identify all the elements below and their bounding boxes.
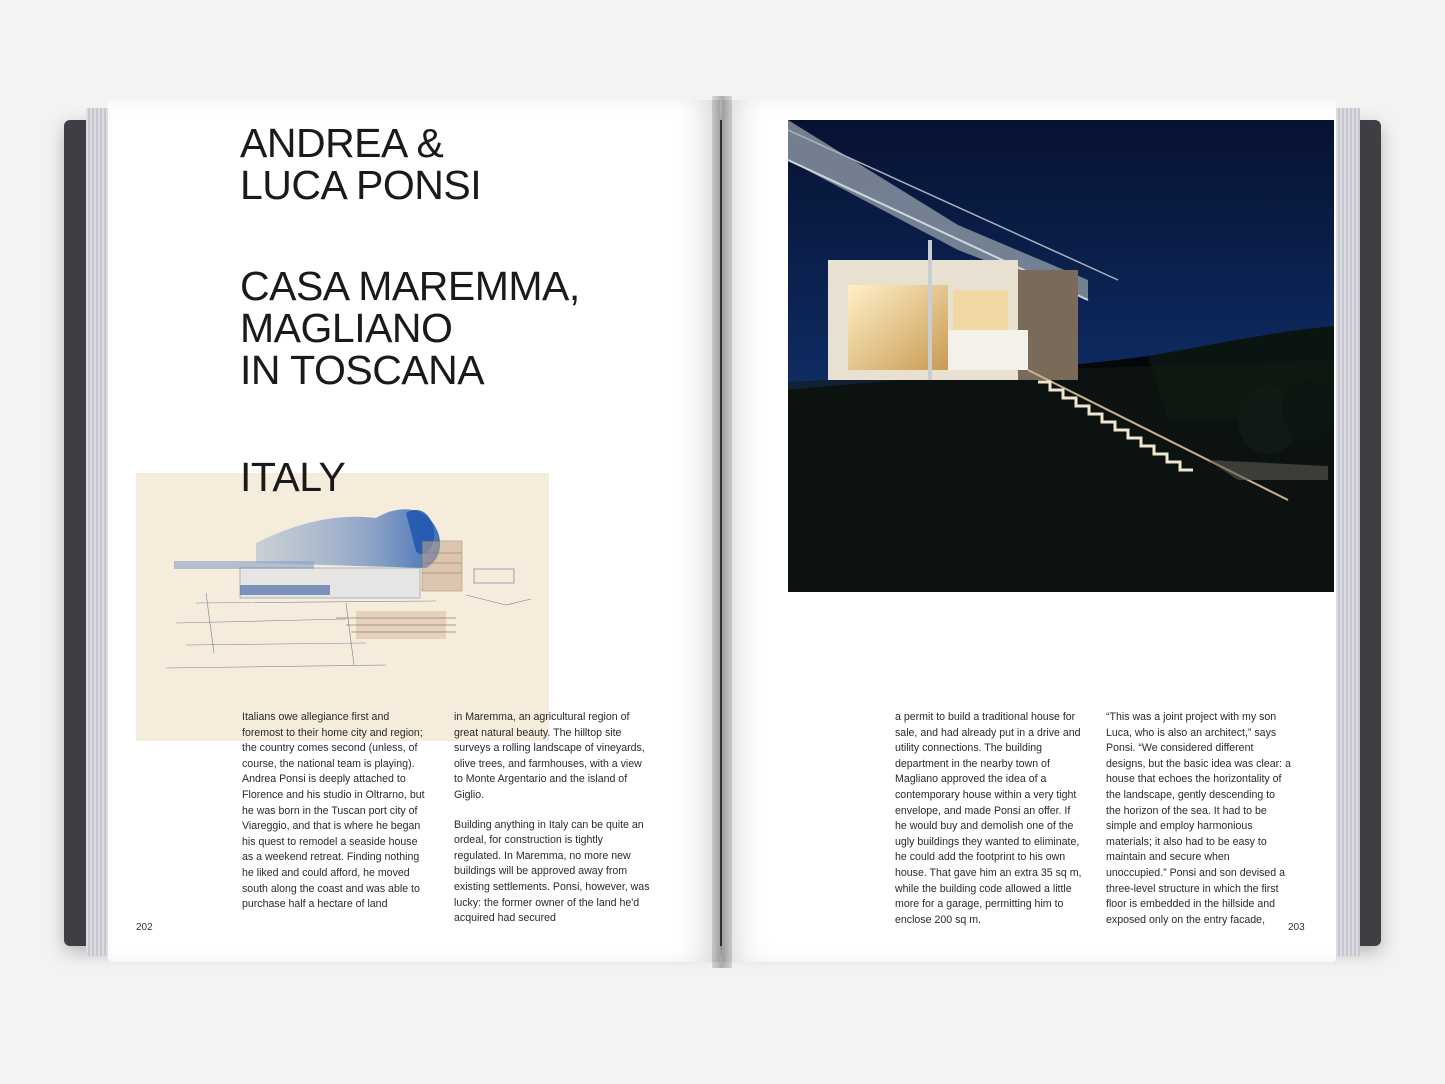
architect-names: ANDREA & LUCA PONSI (240, 120, 482, 208)
paragraph: a permit to build a traditional house for sale, and had already put in a drive and utility connections. The building department in the nearby town of Magliano approved the idea of a contemporary house within a very tight envelope, and made Ponsi an offer. If he would buy and demolish one of the ugly buildings they wanted to eliminate, he could add the footprint to his own house. That gave him an extra 35 sq m, while the building code allowed a little more for a garage, permitting him to enclose 200 sq m. (895, 711, 1082, 926)
left-page (108, 100, 720, 962)
paragraph: “This was a joint project with my son Luca, who is also an architect,” says Ponsi. “We considered different designs, but the basic idea was clear: a house that echoes the horizontality of the landscape, gently descending to the horizon of the sea. It had to be simple and employ harmonious materials; it also had to be easy to maintain and secure when unoccupied.” Ponsi and son devised a three-level structure in which the first floor is embedded in the hillside and exposed only on the entry facade, (1106, 711, 1291, 926)
text-column-1 (242, 710, 430, 927)
country: ITALY (240, 454, 346, 500)
project-location: CASA MAREMMA, MAGLIANO IN TOSCANA (240, 263, 580, 393)
text-column-1 (895, 710, 1085, 942)
right-page (722, 100, 1336, 962)
text-column-2 (454, 710, 652, 941)
paragraph: Italians owe allegiance first and foremost to their home city and region; the country comes second (unless, of course, the national team is playing). Andrea Ponsi is deeply attached to Florence and his studio in Oltrarno, but he was born in the Tuscan port city of Viareggio, and that is where he began his quest to remodel a seaside house as a weekend retreat. Finding nothing he liked and could afford, he moved south along the coast and was able to purchase half a hectare of land (242, 711, 425, 911)
page-number: 202 (136, 922, 153, 933)
watercolor-house-sketch-icon (136, 473, 549, 741)
night-house-photo-icon (788, 120, 1334, 592)
book-spine-shadow (712, 96, 732, 968)
text-column-2 (1106, 710, 1292, 942)
page-number: 203 (1288, 922, 1305, 933)
paragraph: in Maremma, an agricultural region of great natural beauty. The hilltop site surveys a rolling landscape of vineyards, olive trees, and farmhouses, with a view to Monte Argentario and the island of Giglio. (454, 711, 645, 801)
paragraph: Building anything in Italy can be quite an ordeal, for construction is tightly regulated. In Maremma, no more new buildings will be approved away from existing settlements. Ponsi, however, was lucky: the former owner of the land he'd acquired had secured (454, 818, 650, 925)
